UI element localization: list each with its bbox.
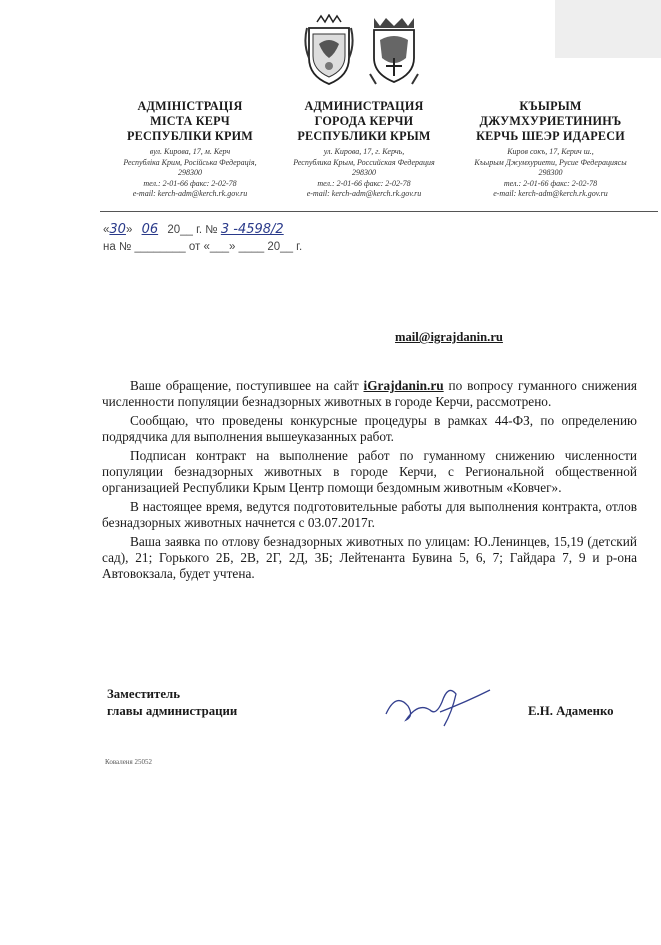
org-title-line: РЕСПУБЛІКИ КРИМ	[126, 129, 253, 143]
crimea-coat-of-arms-icon	[303, 14, 355, 86]
org-email: e-mail: kerch-adm@kerch.rk.gov.ru	[493, 189, 608, 198]
org-phone: тел.: 2-01-66 факс: 2-02-78	[503, 178, 598, 188]
org-title-line: РЕСПУБЛИКИ КРЫМ	[297, 129, 431, 143]
incoming-ref: на № ________ от «___» ____ 20__ г.	[103, 241, 303, 253]
org-title-line: МІСТА КЕРЧ	[150, 114, 230, 128]
handwritten-signature	[378, 672, 498, 732]
header-ukrainian	[95, 99, 285, 200]
org-address: Киров сокъ, 17, Керич ш.,	[507, 147, 594, 156]
paragraph: Ваше обращение, поступившее на сайт iGrajdanin.ru по вопросу гуманного снижения численности популяции безнадзорных животных в городе Керчи, рассмотрено.	[102, 378, 638, 409]
org-title-line: АДМІНІСТРАЦІЯ	[137, 99, 243, 113]
header-russian	[269, 99, 459, 200]
org-title-line: АДМИНИСТРАЦИЯ	[304, 99, 424, 113]
org-postcode: 298300	[178, 168, 202, 177]
scan-artifact	[555, 0, 661, 58]
org-phone: тел.: 2-01-66 факс: 2-02-78	[143, 178, 237, 188]
header-crimean-tatar	[448, 99, 653, 200]
org-email: e-mail: kerch-adm@kerch.rk.gov.ru	[306, 189, 422, 198]
org-address: Къырым Джумхуриети, Русие Федерациясы	[474, 157, 627, 167]
org-postcode: 298300	[352, 168, 376, 177]
org-title-line: ДЖУМХУРИЕТИНИНЪ	[479, 114, 622, 128]
signatory-name: Е.Н. Адаменко	[528, 704, 614, 718]
org-title-line: КЕРЧЬ ШЕЭР ИДАРЕСИ	[476, 129, 625, 143]
header-divider	[100, 211, 658, 212]
signatory-position: Заместитель главы администрации	[107, 687, 238, 718]
org-postcode: 298300	[538, 168, 563, 177]
handwritten-day: 30	[109, 222, 126, 237]
org-phone: тел.: 2-01-66 факс: 2-02-78	[317, 178, 411, 188]
executor-note: Коваленя 25052	[105, 758, 153, 766]
paragraph: Сообщаю, что проведены конкурсные процедуры в рамках 44-ФЗ, по определению подрядчика для выполнения вышеуказанных работ.	[102, 413, 637, 444]
paragraph: Подписан контракт на выполнение работ по гуманному снижению численности популяции безнадзорных животных в городе Керчи, с Региональной общественной организацией Республики Крым Центр помощи бездомным животным «Ковчег».	[102, 448, 637, 495]
kerch-coat-of-arms-icon	[366, 14, 422, 88]
site-link[interactable]: iGrajdanin.ru	[363, 378, 444, 393]
paragraph: Ваша заявка по отлову безнадзорных животных по улицам: Ю.Ленинцев, 15,19 (детский сад), 21; Горького 2Б, 2В, 2Г, 2Д, 3Б; Лейтенанта Бувина 5, 6, 7; Гайдара 7, 9 и р-она Автовокзала, будет учтена.	[102, 534, 637, 581]
org-title-line: ГОРОДА КЕРЧИ	[314, 114, 414, 128]
org-email: e-mail: kerch-adm@kerch.rk.gov.ru	[132, 189, 248, 198]
outgoing-ref: «30» 06 20__ г. № 3 -4598/2	[103, 222, 284, 237]
org-address: Республіка Крим, Російська Федерація,	[123, 157, 257, 167]
paragraph: В настоящее время, ведутся подготовительные работы для выполнения контракта, отлов безнадзорных животных начнется с 03.07.2017г.	[102, 499, 637, 530]
letter-body	[102, 378, 637, 585]
org-address: ул. Кирова, 17, г. Керчь,	[323, 147, 405, 156]
org-address: вул. Кирова, 17, м. Керч	[149, 147, 231, 156]
handwritten-number: 3 -4598/2	[220, 222, 284, 237]
handwritten-month: 06	[141, 222, 159, 237]
org-title-line: КЪЫРЫМ	[519, 99, 582, 113]
org-address: Республика Крым, Российская Федерация	[293, 157, 435, 167]
recipient-email[interactable]: mail@igrajdanin.ru	[395, 330, 503, 344]
